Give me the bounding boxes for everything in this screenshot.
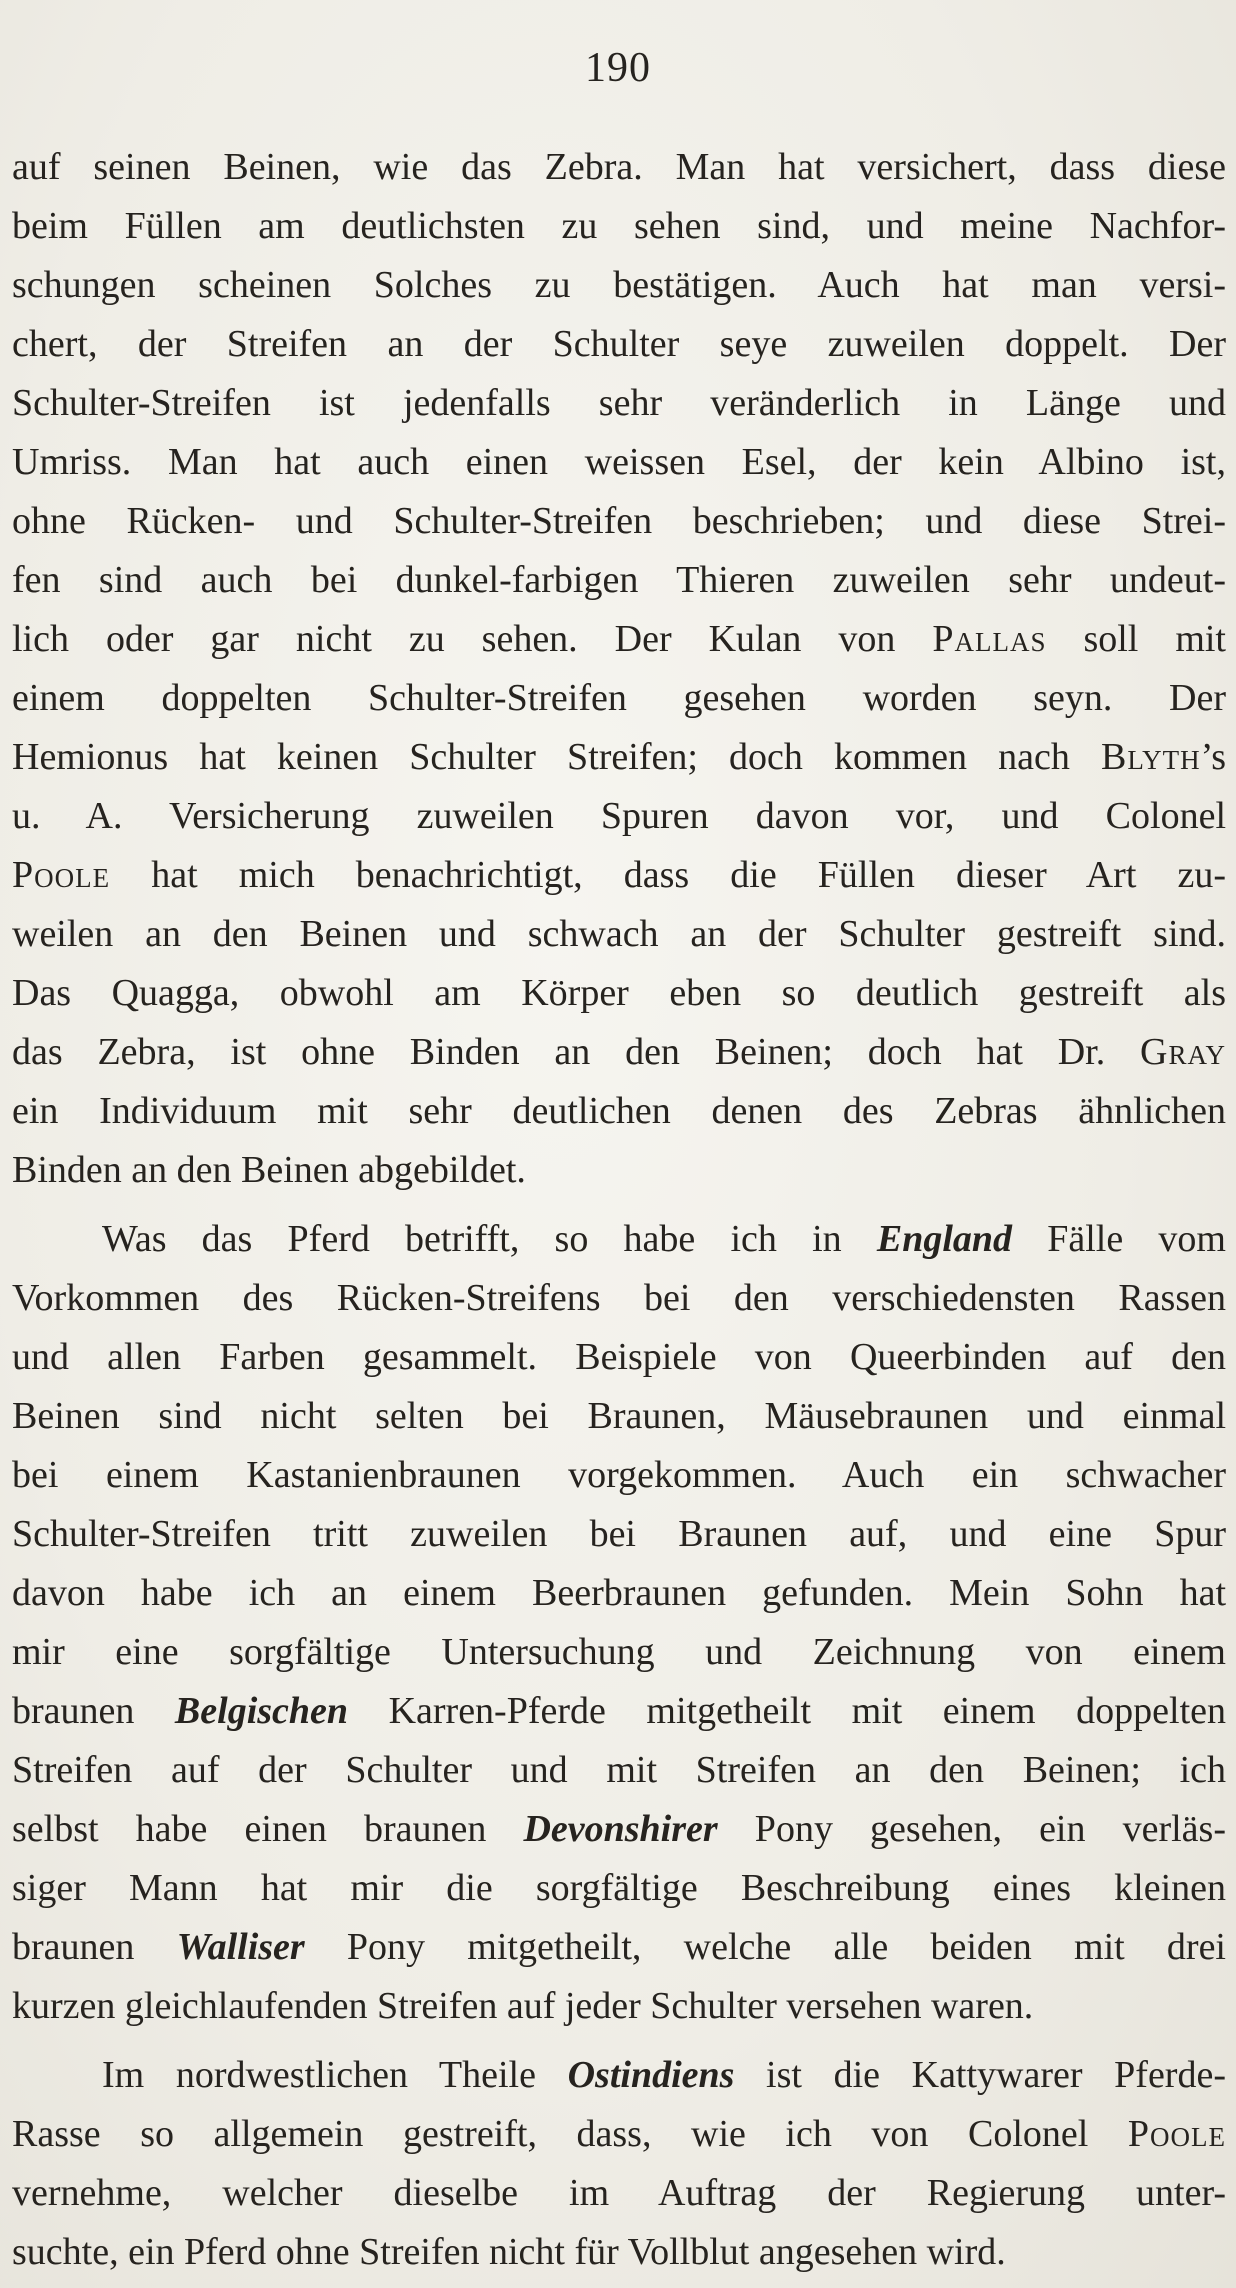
text-line <box>12 315 1226 374</box>
text-run: Pony gesehen, ein verläs- <box>717 1808 1226 1850</box>
text-line <box>12 1859 1226 1918</box>
author-name: Pallas <box>932 618 1047 660</box>
author-name: Poole <box>12 854 111 896</box>
text-run: Streifen auf der Schulter und mit Streifen an den Beinen; ich <box>12 1749 1226 1791</box>
text-line <box>12 1623 1226 1682</box>
text-run: kurzen gleichlaufenden Streifen auf jeder Schulter versehen waren. <box>12 1985 1034 2027</box>
text-line <box>12 1800 1226 1859</box>
text-run: Schulter-Streifen ist jedenfalls sehr veränderlich in Länge und <box>12 382 1226 424</box>
text-line <box>12 846 1226 905</box>
text-run: Im nordwestlichen Theile <box>102 2054 568 2096</box>
text-line <box>12 1210 1226 1269</box>
paragraph <box>12 1210 1226 2036</box>
text-run: Binden an den Beinen abgebildet. <box>12 1149 526 1191</box>
text-run: Pony mitgetheilt, welche alle beiden mit drei <box>304 1926 1226 1968</box>
text-run: Fälle vom <box>1012 1218 1226 1260</box>
text-line <box>12 669 1226 728</box>
text-run: weilen an den Beinen und schwach an der Schulter gestreift sind. <box>12 913 1226 955</box>
text-line <box>12 1505 1226 1564</box>
text-run: Vorkommen des Rücken-Streifens bei den verschiedensten Rassen <box>12 1277 1226 1319</box>
text-line <box>12 1023 1226 1082</box>
text-line <box>12 2164 1226 2223</box>
text-run: Was das Pferd betrifft, so habe ich in <box>102 1218 877 1260</box>
emphasis: Devonshirer <box>523 1808 718 1850</box>
text-run: chert, der Streifen an der Schulter seye zuweilen doppelt. Der <box>12 323 1226 365</box>
author-name: Gray <box>1140 1031 1226 1073</box>
emphasis: Belgischen <box>174 1690 349 1732</box>
text-run: Rasse so allgemein gestreift, dass, wie ich von Colonel <box>12 2113 1128 2155</box>
text-line <box>12 1269 1226 1328</box>
text-run: und allen Farben gesammelt. Beispiele von Queerbinden auf den <box>12 1336 1226 1378</box>
text-run: fen sind auch bei dunkel-farbigen Thieren zuweilen sehr undeut- <box>12 559 1226 601</box>
text-run: davon habe ich an einem Beerbraunen gefunden. Mein Sohn hat <box>12 1572 1226 1614</box>
text-line <box>12 492 1226 551</box>
text-line <box>12 551 1226 610</box>
body-text <box>12 138 1226 2282</box>
text-run: bei einem Kastanienbraunen vorgekommen. Auch ein schwacher <box>12 1454 1226 1496</box>
text-run: lich oder gar nicht zu sehen. Der Kulan von <box>12 618 933 660</box>
text-line <box>12 728 1226 787</box>
text-run: Beinen sind nicht selten bei Braunen, Mäusebraunen und einmal <box>12 1395 1226 1437</box>
text-run: braunen <box>12 1926 177 1968</box>
text-line <box>12 374 1226 433</box>
text-run: ist die Kattywarer Pferde- <box>734 2054 1226 2096</box>
text-run: Karren-Pferde mitgetheilt mit einem doppelten <box>348 1690 1226 1732</box>
text-run: ein Individuum mit sehr deutlichen denen des Zebras ähnlichen <box>12 1090 1226 1132</box>
text-run: u. A. Versicherung zuweilen Spuren davon vor, und Colonel <box>12 795 1226 837</box>
text-run: soll mit <box>1046 618 1226 660</box>
text-line <box>12 1682 1226 1741</box>
text-line <box>12 1141 1226 1200</box>
text-run: ’s <box>1200 736 1226 778</box>
paragraph <box>12 138 1226 1200</box>
text-run: Schulter-Streifen tritt zuweilen bei Braunen auf, und eine Spur <box>12 1513 1226 1555</box>
author-name: Blyth <box>1101 736 1201 778</box>
text-run: braunen <box>12 1690 175 1732</box>
text-line <box>12 197 1226 256</box>
text-run: mir eine sorgfältige Untersuchung und Zeichnung von einem <box>12 1631 1226 1673</box>
text-line <box>12 2105 1226 2164</box>
text-line <box>12 138 1226 197</box>
emphasis: Walliser <box>176 1926 305 1968</box>
text-line <box>12 905 1226 964</box>
text-line <box>12 1446 1226 1505</box>
text-line <box>12 433 1226 492</box>
text-run: Umriss. Man hat auch einen weissen Esel, der kein Albino ist, <box>12 441 1226 483</box>
text-run: Hemionus hat keinen Schulter Streifen; doch kommen nach <box>12 736 1101 778</box>
text-run: siger Mann hat mir die sorgfältige Beschreibung eines kleinen <box>12 1867 1226 1909</box>
text-line <box>12 787 1226 846</box>
emphasis: Ostindiens <box>567 2054 735 2096</box>
text-line <box>12 610 1226 669</box>
text-line <box>12 2046 1226 2105</box>
author-name: Poole <box>1127 2113 1226 2155</box>
text-line <box>12 1328 1226 1387</box>
text-run: vernehme, welcher dieselbe im Auftrag der Regierung unter- <box>12 2172 1226 2214</box>
page-number: 190 <box>585 45 651 91</box>
text-run: das Zebra, ist ohne Binden an den Beinen; doch hat Dr. <box>12 1031 1141 1073</box>
text-line <box>12 1977 1226 2036</box>
text-run: ohne Rücken- und Schulter-Streifen beschrieben; und diese Strei- <box>12 500 1226 542</box>
text-run: suchte, ein Pferd ohne Streifen nicht für Vollblut angesehen wird. <box>12 2231 1006 2273</box>
text-line <box>12 1918 1226 1977</box>
text-line <box>12 256 1226 315</box>
text-line <box>12 1741 1226 1800</box>
text-run: Das Quagga, obwohl am Körper eben so deutlich gestreift als <box>12 972 1226 1014</box>
text-line <box>12 1387 1226 1446</box>
text-line <box>12 1564 1226 1623</box>
text-run: selbst habe einen braunen <box>12 1808 524 1850</box>
paragraph <box>12 2046 1226 2282</box>
text-run: einem doppelten Schulter-Streifen gesehen worden seyn. Der <box>12 677 1226 719</box>
text-line <box>12 1082 1226 1141</box>
emphasis: England <box>876 1218 1013 1260</box>
text-run: auf seinen Beinen, wie das Zebra. Man hat versichert, dass diese <box>12 146 1226 188</box>
text-run: hat mich benachrichtigt, dass die Füllen dieser Art zu- <box>110 854 1226 896</box>
text-run: schungen scheinen Solches zu bestätigen. Auch hat man versi- <box>12 264 1226 306</box>
text-run: beim Füllen am deutlichsten zu sehen sind, und meine Nachfor- <box>12 205 1226 247</box>
text-line <box>12 964 1226 1023</box>
text-line <box>12 2223 1226 2282</box>
